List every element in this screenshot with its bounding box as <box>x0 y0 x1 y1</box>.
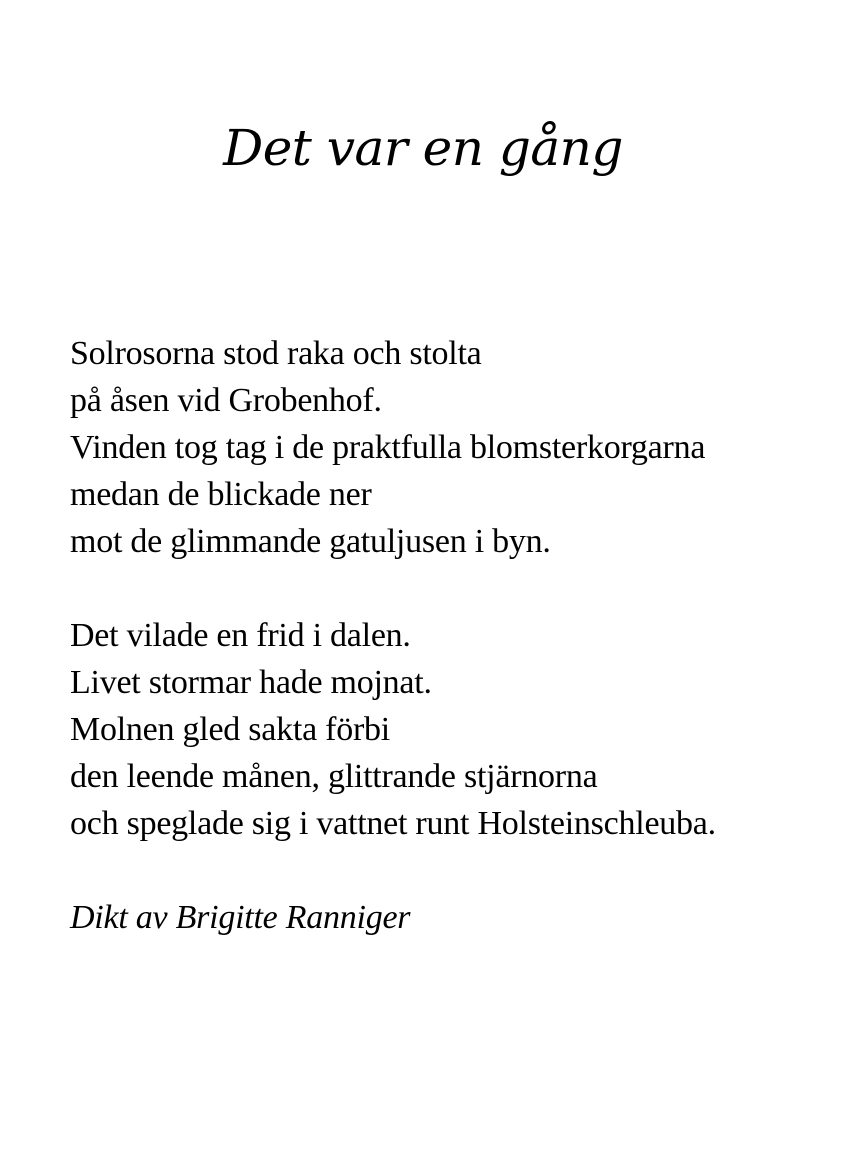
poem-line: medan de blickade ner <box>70 476 372 513</box>
poem-body <box>70 330 856 941</box>
poem-line: mot de glimmande gatuljusen i byn. <box>70 523 551 560</box>
stanza-2 <box>70 612 856 847</box>
poem-line: Solrosorna stod raka och stolta <box>70 335 482 372</box>
poem-line: Livet stormar hade mojnat. <box>70 664 432 701</box>
poem-line: Molnen gled sakta förbi <box>70 711 391 748</box>
poem-line: på åsen vid Grobenhof. <box>70 382 382 419</box>
stanza-1 <box>70 330 856 565</box>
poem-line: den leende månen, glittrande stjärnorna <box>70 758 598 795</box>
poem-title: Det var en gång <box>223 119 623 177</box>
poem-line: och speglade sig i vattnet runt Holsteinschleuba. <box>70 805 716 842</box>
poem-line: Det vilade en frid i dalen. <box>70 617 411 654</box>
poem-attribution: Dikt av Brigitte Ranniger <box>70 899 411 936</box>
poem-line: Vinden tog tag i de praktfulla blomsterkorgarna <box>70 429 706 466</box>
